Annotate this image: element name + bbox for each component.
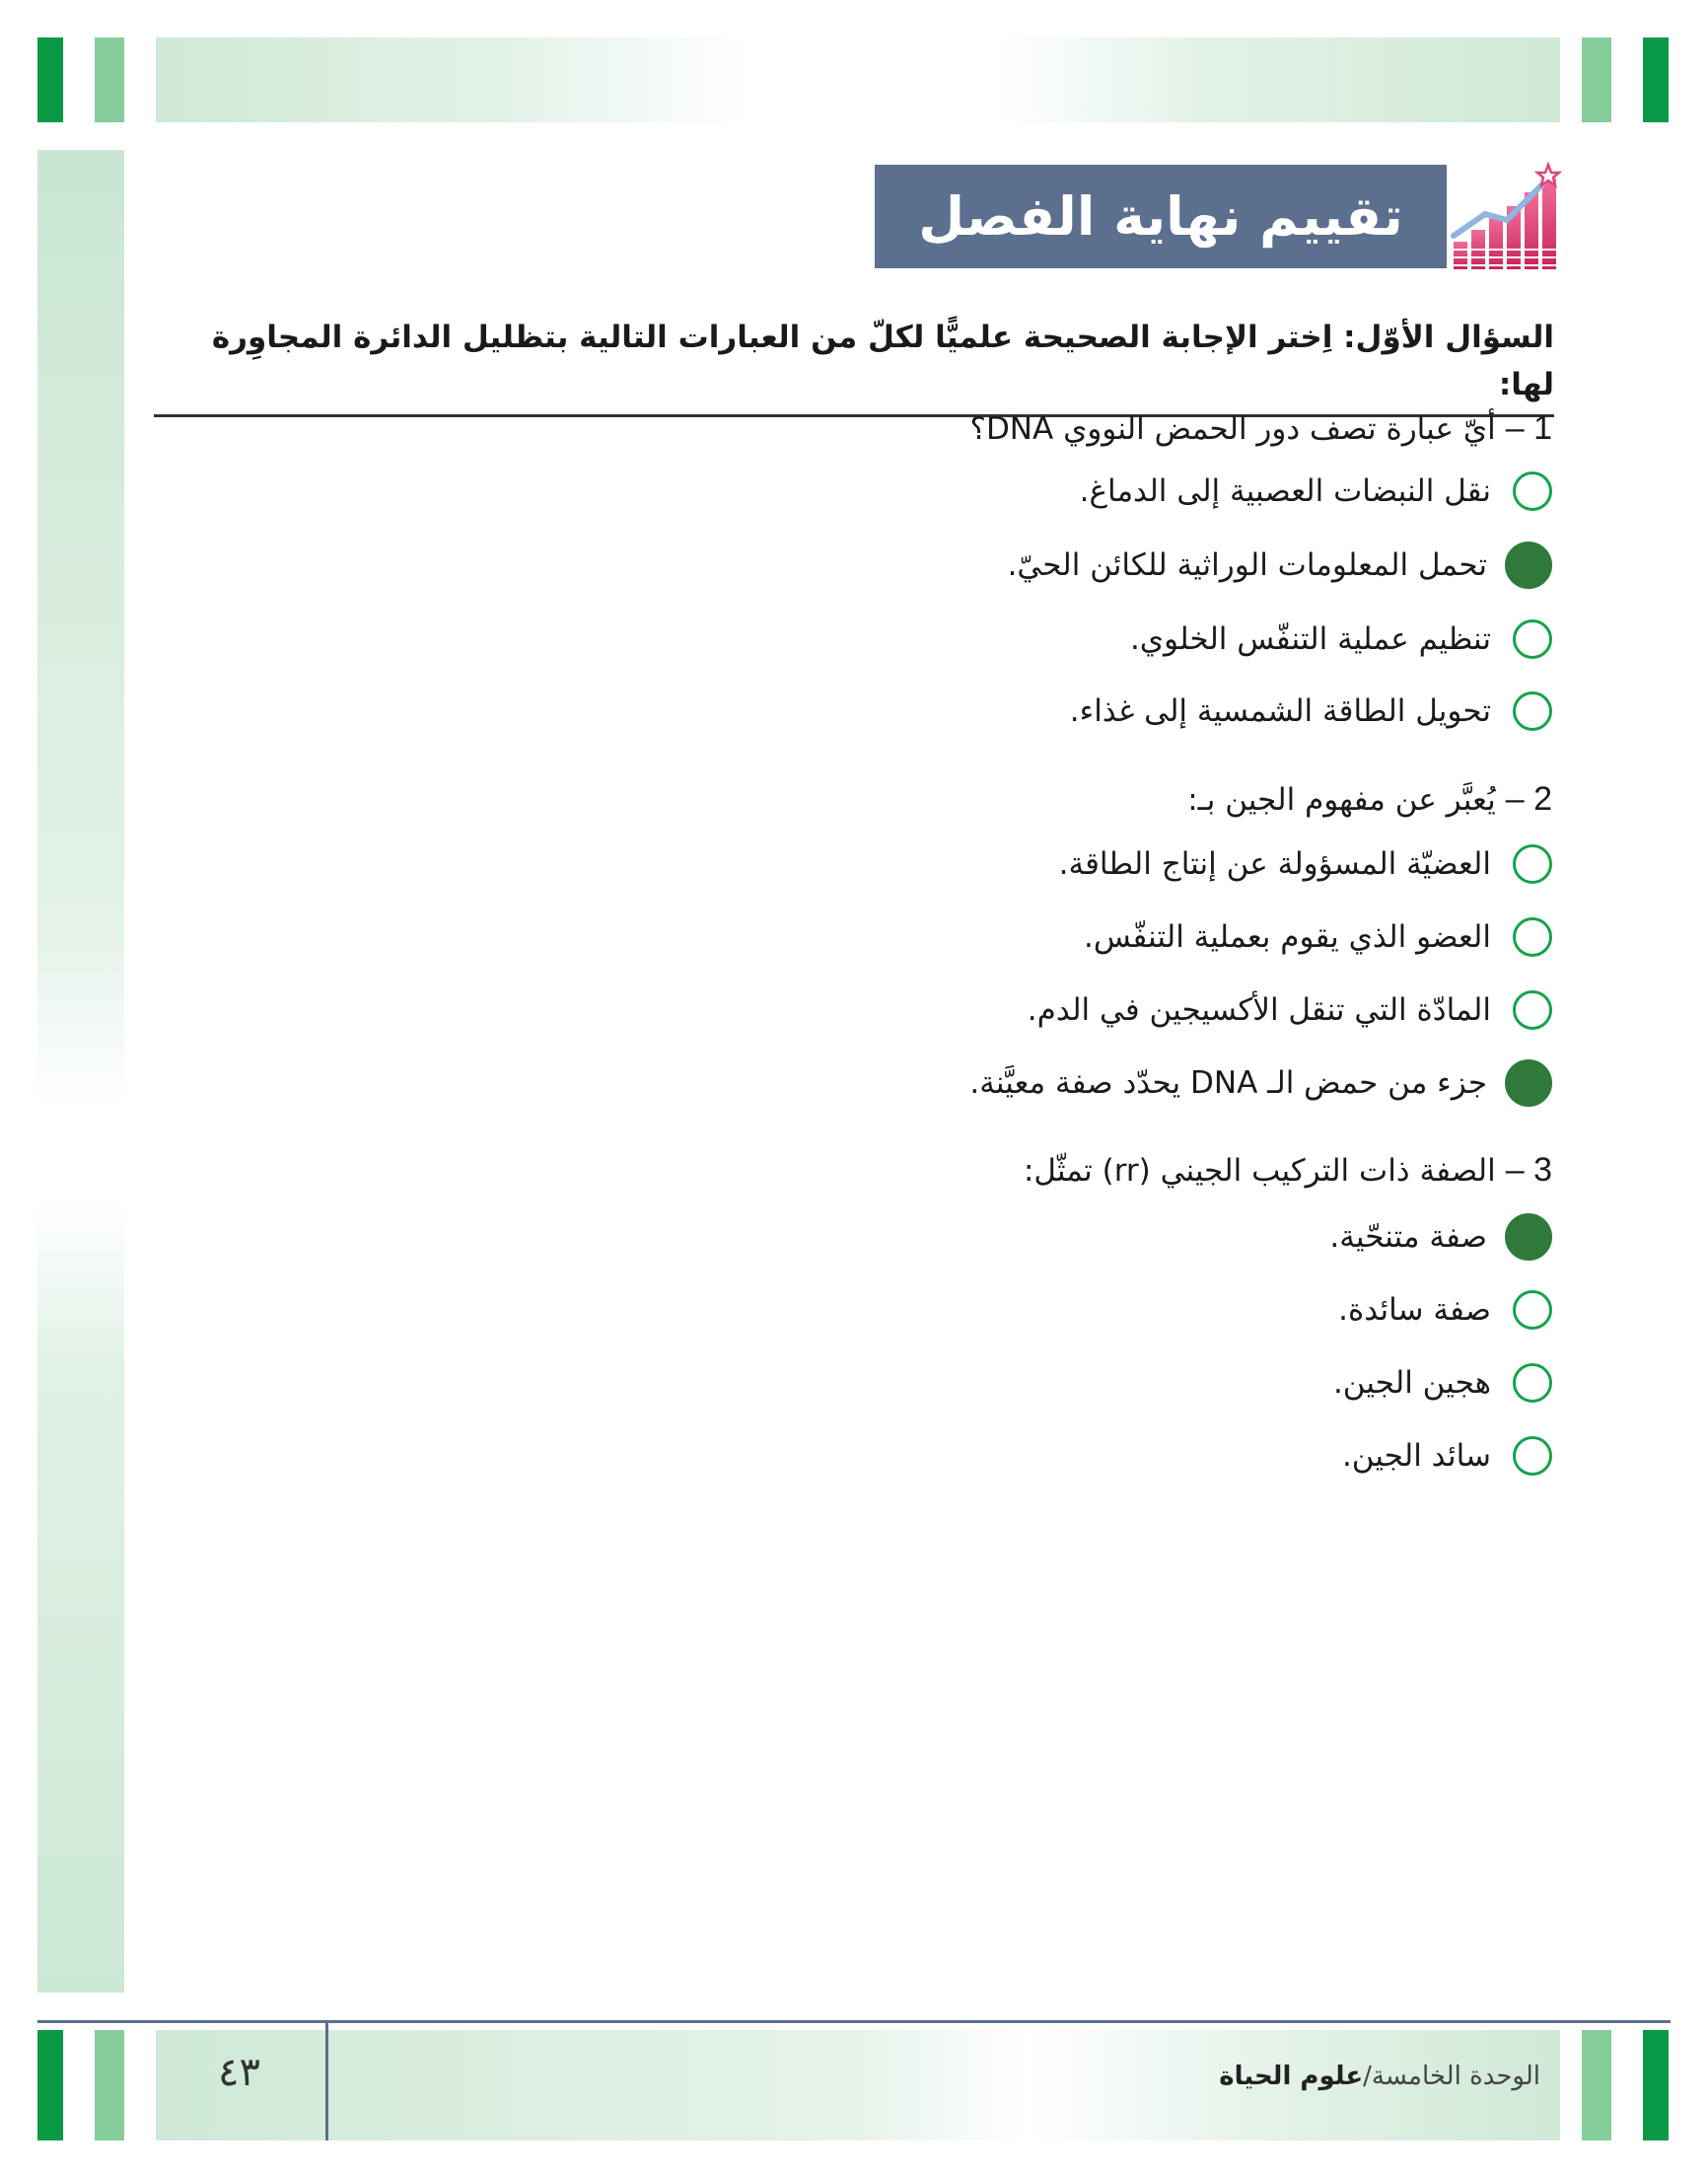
answer-circle[interactable] <box>1513 1363 1552 1403</box>
option-label: صفة سائدة. <box>1338 1292 1491 1328</box>
option-label: جزء من حمض الـ DNA يحدّد صفة معيَّنة. <box>969 1065 1487 1101</box>
page-title: تقييم نهاية الفصل <box>918 185 1403 248</box>
answer-option[interactable] <box>1070 684 1552 739</box>
option-label: العضو الذي يقوم بعملية التنفّس. <box>1083 919 1491 955</box>
instruction-text: اِختر الإجابة الصحيحة علميًّا لكلّ من العبارات التالية بتظليل الدائرة المجاوِرة لها: <box>211 320 1554 402</box>
answer-option[interactable] <box>1342 1428 1552 1484</box>
answer-circle[interactable] <box>1513 844 1552 884</box>
answer-option[interactable] <box>1333 1355 1552 1411</box>
option-label: نقل النبضات العصبية إلى الدماغ. <box>1079 473 1491 509</box>
bottom-right-light-bar <box>1582 2030 1611 2140</box>
footer-unit: الوحدة الخامسة/ <box>1363 2062 1540 2091</box>
question-3 <box>1024 1148 1552 1193</box>
answer-option[interactable] <box>969 1055 1552 1111</box>
answer-circle[interactable] <box>1513 691 1552 731</box>
footer-rule <box>37 2020 1671 2023</box>
question-number: 1 – <box>1505 409 1552 447</box>
question-2 <box>1187 777 1552 822</box>
answer-option[interactable] <box>1059 836 1552 892</box>
option-label: هجين الجين. <box>1332 1365 1491 1401</box>
answer-circle[interactable] <box>1513 1290 1552 1330</box>
answer-circle-selected[interactable] <box>1505 1213 1552 1261</box>
answer-option[interactable] <box>1338 1282 1552 1338</box>
rising-bar-chart-icon <box>1446 155 1562 273</box>
answer-circle[interactable] <box>1513 917 1552 957</box>
answer-circle[interactable] <box>1513 619 1552 659</box>
top-right-light-bar <box>1582 37 1611 122</box>
option-label: المادّة التي تنقل الأكسيجين في الدم. <box>1027 992 1491 1028</box>
bottom-left-light-bar <box>95 2030 124 2140</box>
option-label: سائد الجين. <box>1341 1438 1491 1474</box>
question-text: أيّ عبارة تصف دور الحمض النووي DNA؟ <box>969 411 1496 447</box>
top-left-light-bar <box>95 37 124 122</box>
answer-circle[interactable] <box>1513 990 1552 1030</box>
option-label: تحمل المعلومات الوراثية للكائن الحيّ. <box>1007 547 1487 583</box>
question-number: 2 – <box>1505 780 1552 818</box>
instruction-lead: السؤال الأوّل: <box>1343 320 1554 355</box>
answer-option[interactable] <box>1028 982 1552 1038</box>
question-number: 3 – <box>1505 1151 1552 1189</box>
footer-unit-subject <box>1219 2062 1540 2091</box>
question-text: الصفة ذات التركيب الجيني (rr) تمثّل: <box>1023 1153 1496 1189</box>
top-band-left <box>156 37 747 122</box>
left-side-strip <box>37 150 124 1993</box>
option-label: تحويل الطاقة الشمسية إلى غذاء. <box>1069 693 1491 729</box>
option-label: العضيّة المسؤولة عن إنتاج الطاقة. <box>1058 846 1491 882</box>
answer-circle[interactable] <box>1513 471 1552 511</box>
answer-option[interactable] <box>1084 909 1552 965</box>
option-label: صفة متنحّية. <box>1329 1219 1487 1255</box>
question-instruction <box>154 314 1554 417</box>
bottom-left-dark-bar <box>37 2030 63 2140</box>
chapter-title-banner <box>875 165 1447 268</box>
footer-subject: علوم الحياة <box>1219 2062 1364 2091</box>
top-right-dark-bar <box>1643 37 1669 122</box>
top-band-right <box>998 37 1560 122</box>
answer-option[interactable] <box>1130 612 1552 667</box>
answer-circle[interactable] <box>1513 1436 1552 1476</box>
answer-circle-selected[interactable] <box>1505 542 1552 589</box>
question-text: يُعبَّر عن مفهوم الجين بـ: <box>1187 782 1496 818</box>
page-number: ٤٣ <box>218 2050 260 2095</box>
answer-option[interactable] <box>1008 538 1552 593</box>
top-left-dark-bar <box>37 37 63 122</box>
answer-option[interactable] <box>1329 1209 1552 1265</box>
bottom-right-dark-bar <box>1643 2030 1669 2140</box>
option-label: تنظيم عملية التنفّس الخلوي. <box>1129 621 1491 657</box>
question-1 <box>969 406 1552 451</box>
answer-option[interactable] <box>1080 464 1552 519</box>
answer-circle-selected[interactable] <box>1505 1059 1552 1107</box>
footer-divider <box>325 2023 328 2140</box>
